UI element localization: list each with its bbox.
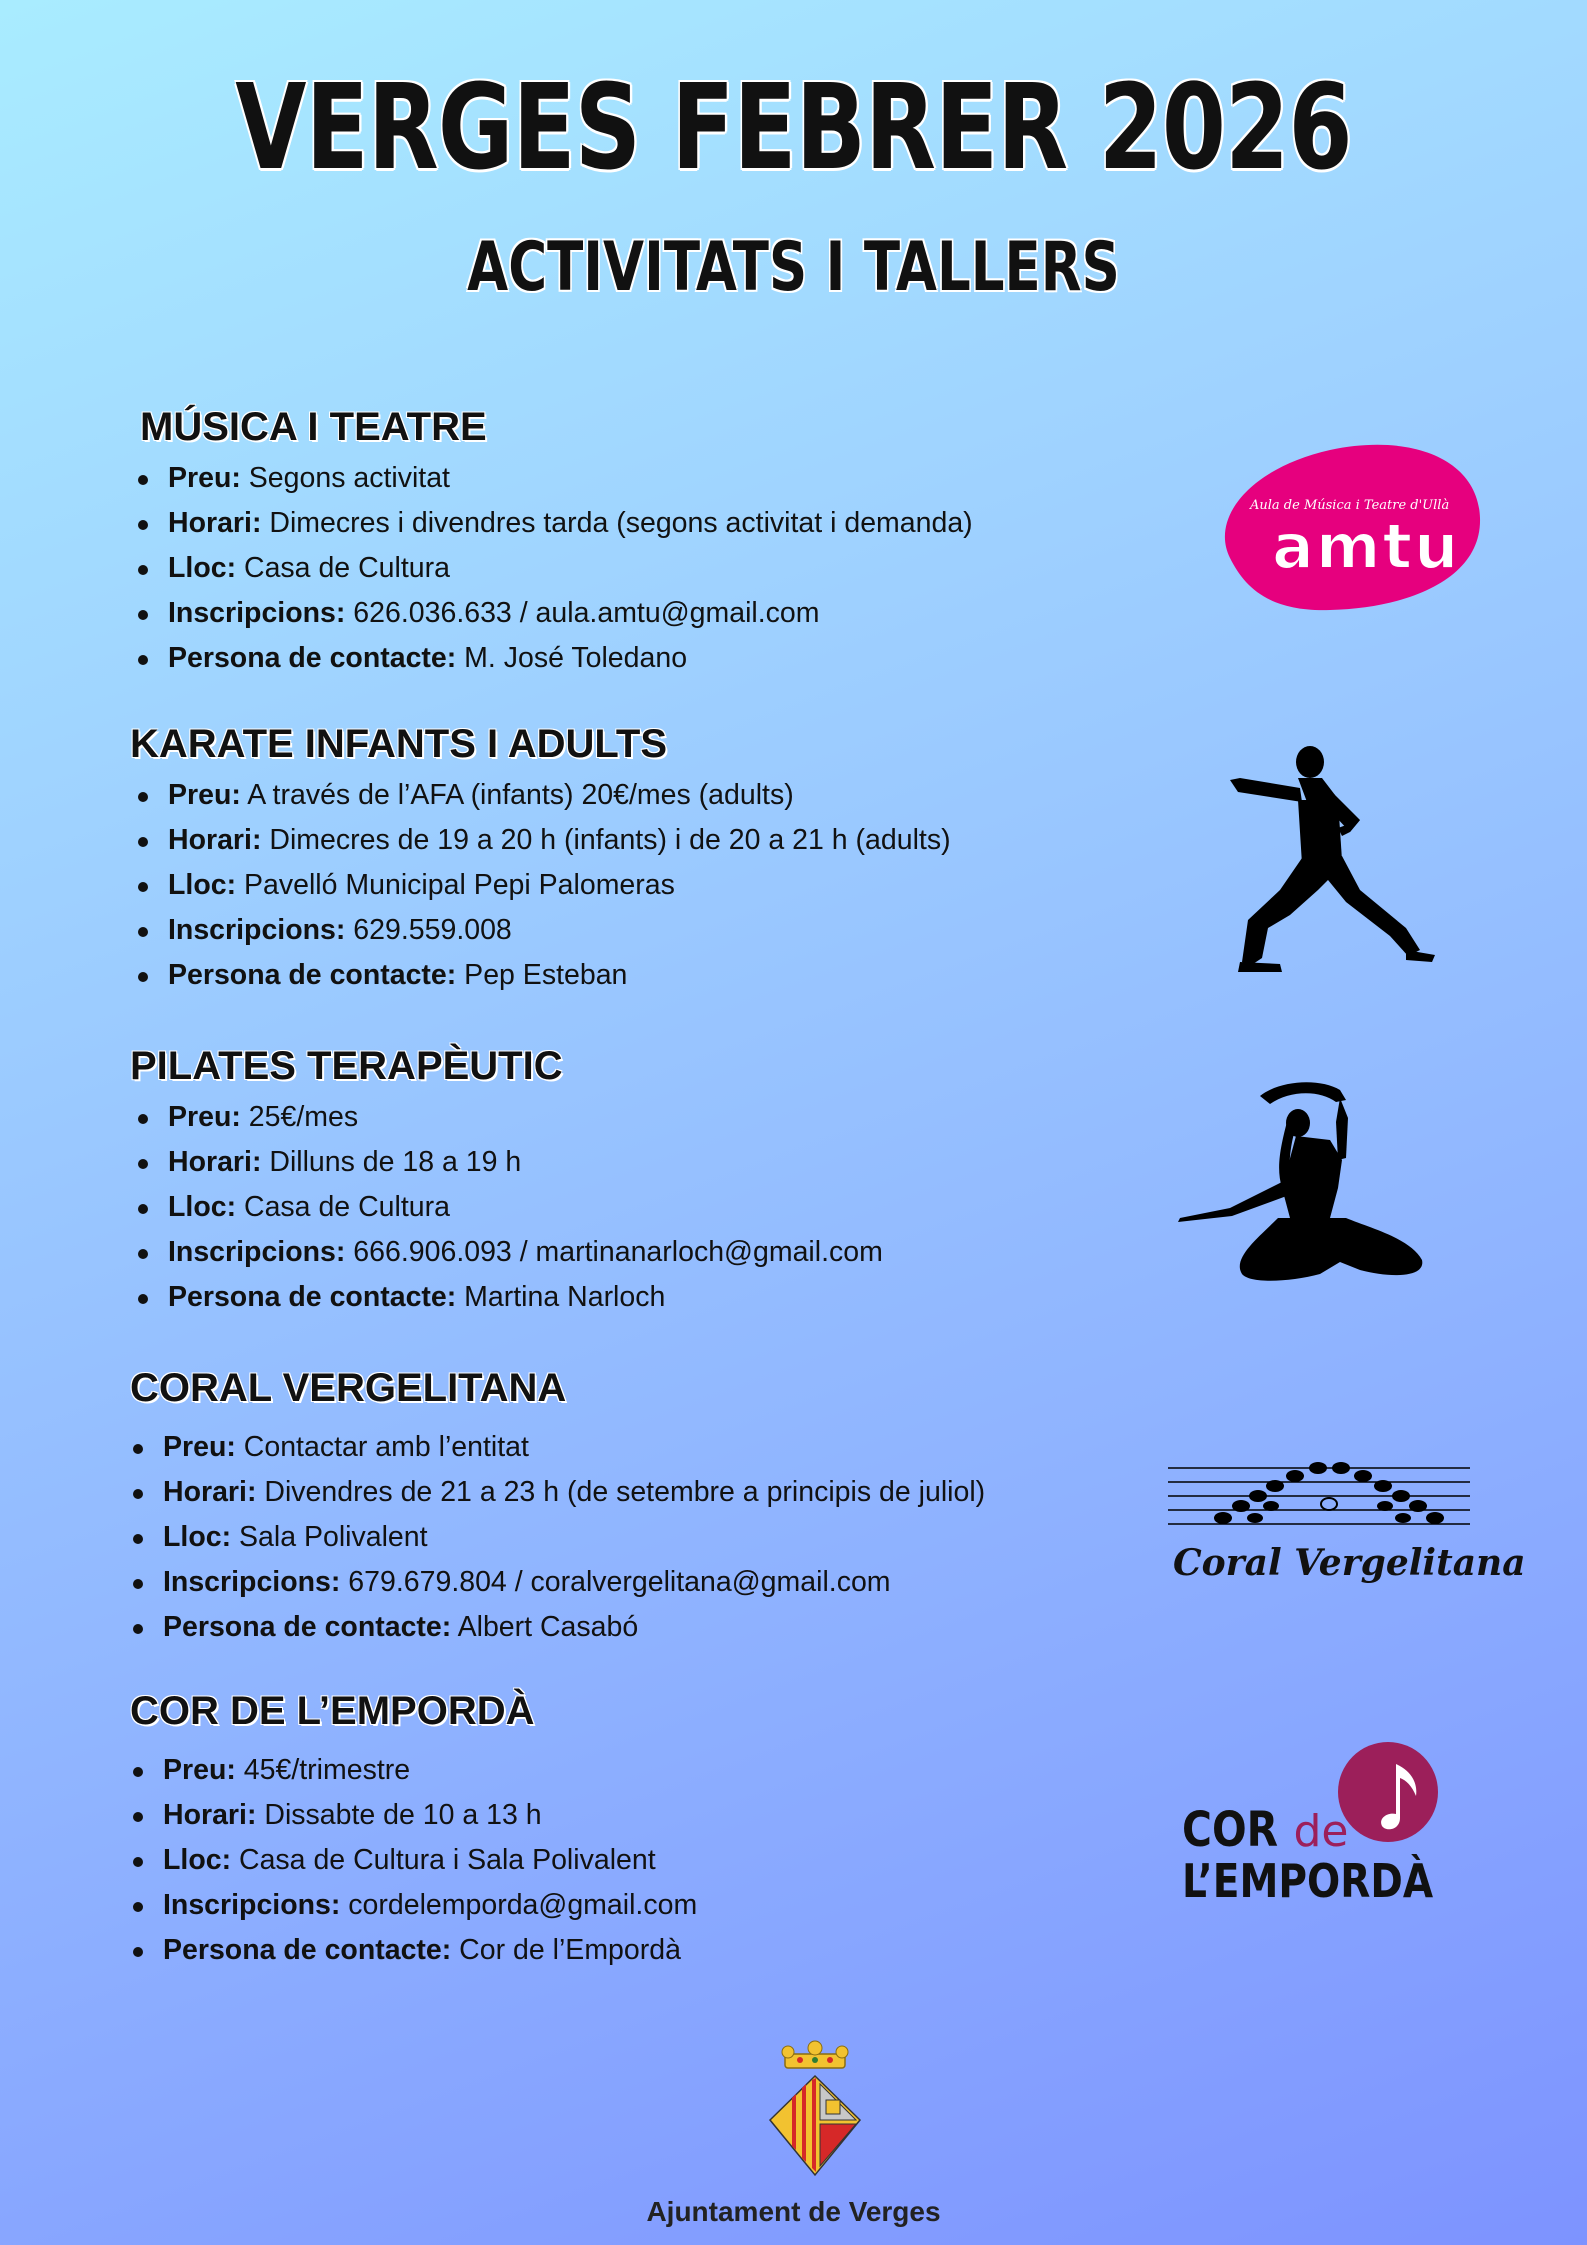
list-item: Horari: Dimecres i divendres tarda (segons activitat i demanda) (130, 501, 1130, 546)
coral-vergelitana-logo (1163, 1460, 1526, 1600)
info-list (130, 773, 1130, 998)
list-item: Lloc: Pavelló Municipal Pepi Palomeras (130, 863, 1130, 908)
section-title: MÚSICA I TEATRE (140, 405, 487, 449)
list-item: Preu: 25€/mes (130, 1095, 1130, 1140)
cor-word: COR (1182, 1802, 1279, 1858)
amtu-tagline: Aula de Música i Teatre d'Ullà (1250, 498, 1450, 513)
list-item: Persona de contacte: Martina Narloch (130, 1275, 1130, 1320)
page-subtitle: ACTIVITATS I TALLERS (467, 228, 1120, 307)
list-item: Persona de contacte: M. José Toledano (130, 636, 1130, 681)
section-pilates (130, 1044, 1130, 1320)
amtu-name: amtu (1272, 510, 1461, 583)
list-item: Lloc: Casa de Cultura i Sala Polivalent (125, 1838, 1130, 1883)
amtu-logo (1210, 438, 1485, 618)
karate-icon (1210, 740, 1450, 980)
section-coral-vergelitana (130, 1366, 1130, 1650)
karate-silhouette (1210, 740, 1450, 980)
list-item: Inscripcions: 626.036.633 / aula.amtu@gmail.com (130, 591, 1130, 636)
list-item: Horari: Dilluns de 18 a 19 h (130, 1140, 1130, 1185)
info-list (130, 456, 1130, 681)
list-item: Preu: 45€/trimestre (125, 1748, 1130, 1793)
section-title: PILATES TERAPÈUTIC (130, 1044, 563, 1088)
list-item: Persona de contacte: Cor de l’Empordà (125, 1928, 1130, 1973)
page-title: VERGES FEBRER 2026 (235, 58, 1352, 196)
de-word: de (1293, 1806, 1349, 1857)
emporda-word: L’EMPORDÀ (1182, 1854, 1434, 1908)
list-item: Lloc: Sala Polivalent (125, 1515, 1130, 1560)
pilates-icon (1170, 1078, 1445, 1300)
coral-name: Coral Vergelitana (1173, 1542, 1526, 1584)
list-item: Preu: A través de l’AFA (infants) 20€/mes (adults) (130, 773, 1130, 818)
list-item: Lloc: Casa de Cultura (130, 1185, 1130, 1230)
section-title: COR DE L’EMPORDÀ (130, 1689, 535, 1733)
footer-label: Ajuntament de Verges (646, 2196, 941, 2227)
coat-of-arms-icon (760, 2040, 870, 2185)
music-staff-icon (1163, 1460, 1475, 1540)
list-item: Persona de contacte: Albert Casabó (125, 1605, 1130, 1650)
list-item: Inscripcions: 666.906.093 / martinanarloch@gmail.com (130, 1230, 1130, 1275)
list-item: Preu: Segons activitat (130, 456, 1130, 501)
list-item: Lloc: Casa de Cultura (130, 546, 1130, 591)
info-list (125, 1425, 1130, 1650)
pilates-silhouette (1170, 1078, 1445, 1300)
section-cor-emporda (130, 1689, 1130, 1973)
cor-emporda-logo (1180, 1740, 1460, 1908)
list-item: Horari: Dimecres de 19 a 20 h (infants) i de 20 a 21 h (adults) (130, 818, 1130, 863)
info-list (125, 1748, 1130, 1973)
list-item: Inscripcions: 679.679.804 / coralvergelitana@gmail.com (125, 1560, 1130, 1605)
list-item: Horari: Divendres de 21 a 23 h (de setembre a principis de juliol) (125, 1470, 1130, 1515)
list-item: Persona de contacte: Pep Esteban (130, 953, 1130, 998)
list-item: Preu: Contactar amb l’entitat (125, 1425, 1130, 1470)
coat-of-arms (760, 2040, 870, 2185)
info-list (130, 1095, 1130, 1320)
section-title: KARATE INFANTS I ADULTS (130, 722, 668, 766)
list-item: Inscripcions: 629.559.008 (130, 908, 1130, 953)
list-item: Horari: Dissabte de 10 a 13 h (125, 1793, 1130, 1838)
section-musica-teatre (130, 405, 1130, 681)
section-title: CORAL VERGELITANA (130, 1366, 567, 1410)
section-karate (130, 722, 1130, 998)
list-item: Inscripcions: cordelemporda@gmail.com (125, 1883, 1130, 1928)
